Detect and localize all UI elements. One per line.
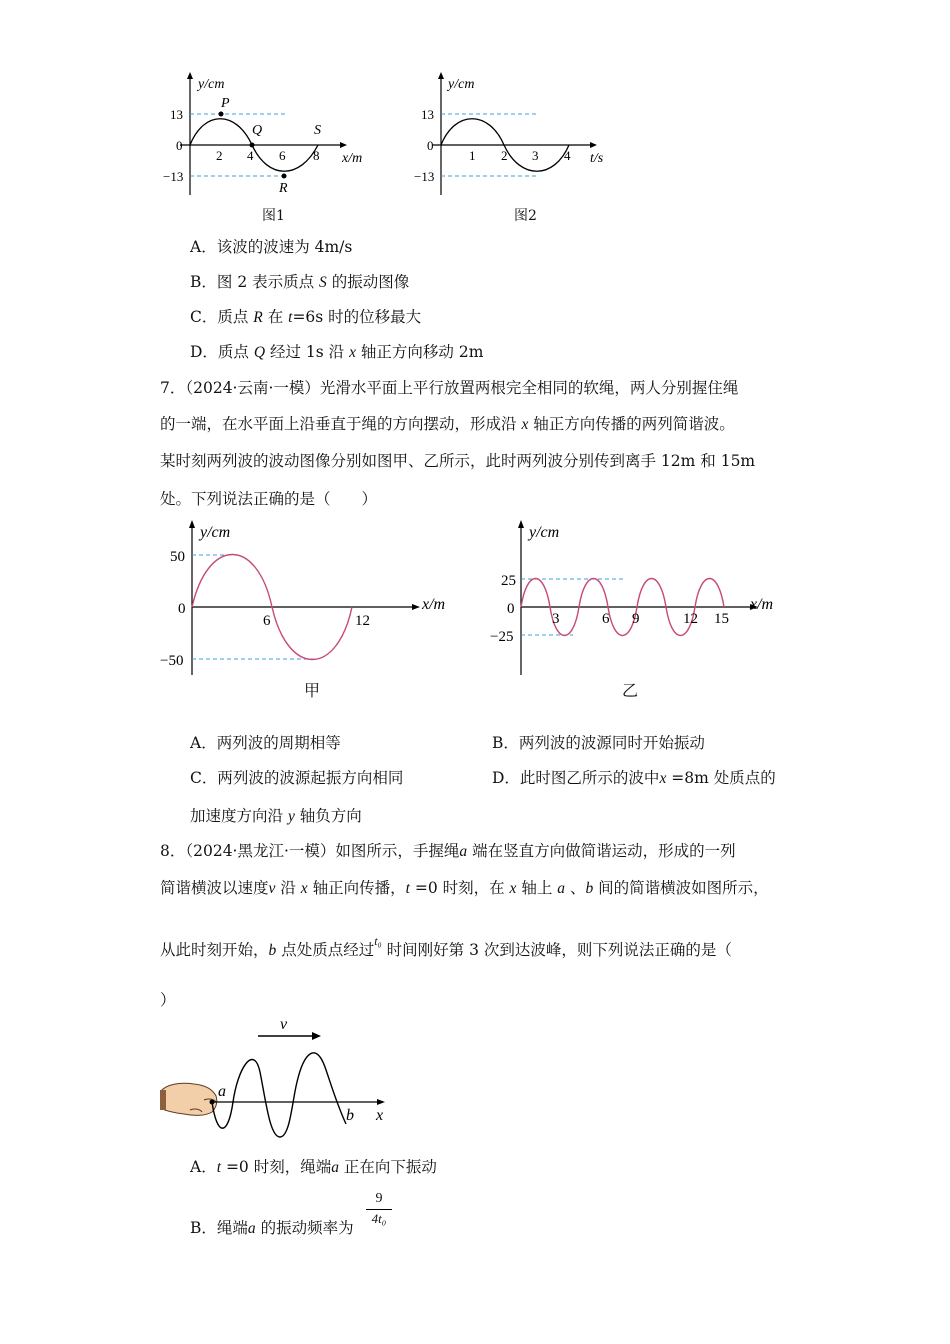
y-tick-25: 25	[501, 573, 516, 589]
q6-option-b: B．图 2 表示质点 S 的振动图像	[190, 273, 410, 291]
figure-yi-caption: 乙	[622, 681, 639, 700]
x-tick-9: 9	[632, 611, 640, 627]
x-tick-6: 6	[279, 148, 286, 163]
q7-option-d: D．此时图乙所示的波中x =8m 处质点的	[492, 769, 776, 787]
label-r: R	[279, 181, 288, 196]
velocity-label: v	[280, 1016, 288, 1033]
x-tick-2: 2	[501, 148, 508, 163]
y-axis-arrow	[187, 72, 193, 79]
y-tick-13: 13	[421, 107, 434, 122]
hand-icon	[160, 1083, 217, 1115]
q7-option-a: A．两列波的周期相等	[190, 734, 341, 752]
y-axis-label: y/cm	[200, 524, 231, 541]
x-tick-6: 6	[263, 613, 271, 629]
figure-jia-wave-graph	[160, 515, 460, 680]
x-tick-2: 2	[216, 148, 223, 163]
y-tick-0: 0	[178, 601, 186, 617]
q6-option-c: C．质点 R 在 t=6s 时的位移最大	[190, 308, 422, 326]
rope-wave	[212, 1053, 346, 1137]
q8-option-b-fraction	[366, 1190, 392, 1228]
y-axis-label: y/cm	[448, 77, 475, 92]
x-axis-arrow	[340, 142, 347, 148]
q7-option-c: C．两列波的波源起振方向相同	[190, 769, 404, 787]
x-tick-3: 3	[552, 611, 560, 627]
y-tick-13: 13	[170, 107, 183, 122]
x-axis-label: x/m	[750, 596, 774, 613]
x-axis-label: x/m	[342, 151, 363, 166]
figure-jia-caption: 甲	[304, 681, 321, 700]
x-tick-3: 3	[532, 148, 539, 163]
y-tick-50: 50	[170, 549, 185, 565]
point-q	[250, 143, 255, 148]
label-s: S	[314, 123, 321, 138]
x-tick-1: 1	[469, 148, 476, 163]
y-axis-label: y/cm	[198, 77, 225, 92]
q8-stem-line-4: ）	[160, 991, 176, 1009]
x-tick-12: 12	[683, 611, 698, 627]
x-tick-4: 4	[564, 148, 571, 163]
q8-option-b: B．绳端a 的振动频率为	[190, 1219, 354, 1237]
fraction-numerator: 9	[375, 1191, 383, 1206]
x-tick-4: 4	[247, 148, 254, 163]
point-p	[219, 112, 224, 117]
q7-stem-line-1: 7．（2024·云南·一模）光滑水平面上平行放置两根完全相同的软绳，两人分别握住绳	[160, 379, 739, 397]
figure-1-caption: 图1	[262, 208, 285, 224]
x-axis-label: x/m	[422, 596, 446, 613]
q6-option-a: A．该波的波速为 4m/s	[190, 238, 353, 256]
x-tick-12: 12	[355, 613, 370, 629]
x-tick-15: 15	[714, 611, 729, 627]
y-axis-label: y/cm	[529, 524, 560, 541]
figure-2-caption: 图2	[514, 208, 537, 224]
y-tick-0: 0	[176, 138, 183, 153]
label-q: Q	[252, 123, 263, 138]
y-tick-neg13: −13	[414, 169, 435, 184]
point-b-label: b	[346, 1107, 354, 1124]
x-tick-6: 6	[602, 611, 610, 627]
figure-1-wave-graph	[160, 70, 370, 200]
q7-option-d-continued: 加速度方向沿 y 轴负方向	[190, 807, 362, 825]
y-tick-neg50: −50	[160, 653, 184, 669]
q7-stem-line-3: 某时刻两列波的波动图像分别如图甲、乙所示，此时两列波分别传到离手 12m 和 15m	[160, 452, 756, 470]
q8-option-a: A．t =0 时刻，绳端a 正在向下振动	[190, 1158, 437, 1176]
figure-2-vibration-graph	[410, 70, 620, 200]
q8-stem-line-3: 从此时刻开始，b 点处质点经过$^{t_0}$ 时间刚好第 3 次到达波峰，则下列说法正确的是（	[160, 934, 732, 959]
y-tick-neg25: −25	[490, 629, 514, 645]
y-tick-neg13: −13	[163, 169, 184, 184]
q8-stem-line-1: 8．（2024·黑龙江·一模）如图所示，手握绳a 端在竖直方向做简谐运动，形成的一列	[160, 842, 736, 860]
q8-rope-wave-figure	[160, 1012, 400, 1144]
x-axis-label: t/s	[590, 151, 604, 166]
fraction-denominator: 4t₀	[371, 1211, 387, 1226]
q6-option-d: D．质点 Q 经过 1s 沿 x 轴正方向移动 2m	[190, 343, 484, 361]
y-tick-0: 0	[427, 138, 434, 153]
q7-stem-line-2: 的一端，在水平面上沿垂直于绳的方向摆动，形成沿 x 轴正方向传播的两列简谐波。	[160, 415, 735, 433]
figure-yi-wave-graph	[485, 515, 785, 680]
x-tick-8: 8	[313, 148, 320, 163]
q8-stem-line-2: 简谐横波以速度v 沿 x 轴正向传播，t =0 时刻，在 x 轴上 a 、b 间的简谐横波如图所示，	[160, 879, 769, 897]
point-r	[282, 174, 287, 179]
x-axis-label: x	[376, 1107, 384, 1124]
q7-stem-line-4: 处。下列说法正确的是（ ）	[160, 490, 378, 508]
point-a-label: a	[218, 1083, 226, 1100]
q7-option-b: B．两列波的波源同时开始振动	[492, 734, 705, 752]
y-tick-0: 0	[507, 601, 515, 617]
label-p: P	[221, 96, 230, 111]
